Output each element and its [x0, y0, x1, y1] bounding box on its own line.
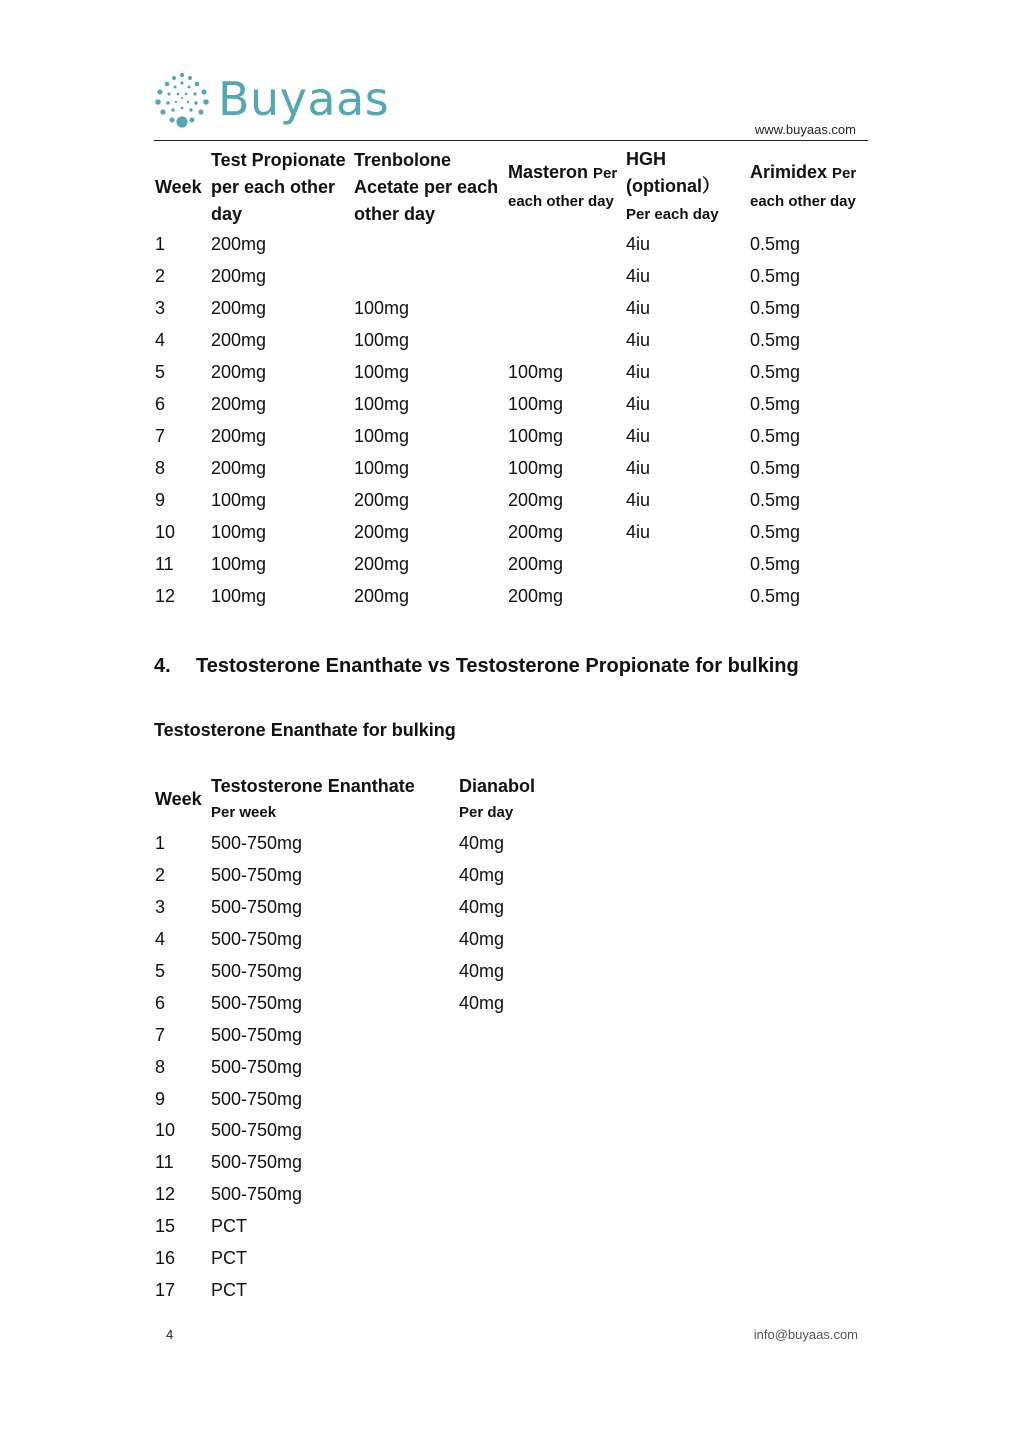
- table-cell: 2: [155, 865, 166, 886]
- enanthate-frequency: Per week: [211, 803, 277, 821]
- table-cell: 200mg: [354, 554, 410, 574]
- table-row: [154, 292, 874, 324]
- table-cell: PCT: [211, 1248, 247, 1269]
- table-cell: 7: [155, 426, 166, 446]
- hgh-frequency: Per each day: [626, 206, 719, 223]
- table-cell: 11: [155, 554, 174, 574]
- table-cell: 16: [155, 1248, 176, 1269]
- col-header-week: Week: [155, 788, 202, 809]
- table-cell: 3: [155, 897, 166, 918]
- table-cell: 9: [155, 1088, 166, 1109]
- table-cell: 0.5mg: [750, 490, 801, 510]
- table-cell: 4iu: [626, 490, 651, 510]
- table-row: [154, 956, 599, 988]
- table-cell: 11: [155, 1152, 174, 1173]
- table-row: [154, 420, 874, 452]
- table-header-row: [154, 770, 599, 828]
- table-cell: 100mg: [211, 490, 267, 510]
- hgh-label: HGH (optional）: [626, 149, 720, 196]
- table-cell: 200mg: [508, 586, 564, 606]
- table-row: [154, 452, 874, 484]
- table-cell: 100mg: [508, 394, 564, 414]
- col-header-testosterone-enanthate: [210, 770, 458, 828]
- table-cell: [458, 1211, 599, 1243]
- table-cell: 500-750mg: [211, 897, 303, 918]
- table-cell: 500-750mg: [211, 1088, 303, 1109]
- col-header-test-propionate: Test Propionate per each other day: [211, 149, 346, 224]
- table-row: [154, 1274, 599, 1306]
- table-cell: 500-750mg: [211, 1152, 303, 1173]
- table-cell: 100mg: [354, 298, 410, 318]
- table-cell: [625, 580, 749, 612]
- sub-heading: Testosterone Enanthate for bulking: [154, 720, 456, 740]
- table-cell: 100mg: [508, 426, 564, 446]
- table-row: [154, 324, 874, 356]
- table-cell: [353, 228, 507, 260]
- table-cell: 0.5mg: [750, 330, 801, 350]
- table-body: [154, 228, 874, 612]
- table-cell: [458, 1179, 599, 1211]
- table-row: [154, 892, 599, 924]
- table-cell: 0.5mg: [750, 362, 801, 382]
- table-cell: 200mg: [211, 362, 267, 382]
- table-cell: 200mg: [354, 522, 410, 542]
- table-cell: 10: [155, 522, 176, 542]
- table-cell: 40mg: [459, 865, 505, 886]
- table-cell: 40mg: [459, 833, 505, 854]
- masteron-frequency: Per each other day: [508, 165, 618, 210]
- table-cell: 1: [155, 833, 166, 854]
- logo-dots-icon: [154, 70, 210, 128]
- table-cell: 4iu: [626, 330, 651, 350]
- table-cell: 100mg: [354, 362, 410, 382]
- header-divider: [154, 140, 868, 141]
- table-row: [154, 987, 599, 1019]
- section-title: Testosterone Enanthate vs Testosterone Propionate for bulking: [196, 655, 799, 677]
- table-row: [154, 924, 599, 956]
- table-cell: 6: [155, 992, 166, 1013]
- table-cell: 500-750mg: [211, 1024, 303, 1045]
- table-cell: 500-750mg: [211, 1056, 303, 1077]
- table-cell: 100mg: [211, 522, 267, 542]
- table-cell: [458, 1147, 599, 1179]
- steroid-cycle-table: [154, 146, 874, 612]
- table-cell: [625, 548, 749, 580]
- table-cell: 17: [155, 1279, 176, 1300]
- table-cell: PCT: [211, 1279, 247, 1300]
- table-cell: 40mg: [459, 961, 505, 981]
- col-header-arimidex: [749, 146, 874, 228]
- table-cell: [458, 1243, 599, 1275]
- table-cell: 12: [155, 586, 176, 606]
- table-cell: 200mg: [211, 458, 267, 478]
- table-cell: 4iu: [626, 458, 651, 478]
- table-cell: [507, 260, 625, 292]
- table-cell: 200mg: [211, 298, 267, 318]
- table-cell: [458, 1051, 599, 1083]
- table-cell: 4iu: [626, 426, 651, 446]
- arimidex-label: Arimidex: [750, 162, 828, 182]
- table-cell: 0.5mg: [750, 266, 801, 286]
- table-cell: 5: [155, 961, 166, 981]
- table-cell: 200mg: [211, 234, 267, 254]
- section-number: 4.: [154, 655, 171, 677]
- table-row: [154, 1211, 599, 1243]
- col-header-dianabol: [458, 770, 599, 828]
- table-cell: 0.5mg: [750, 458, 801, 478]
- table-cell: 0.5mg: [750, 394, 801, 414]
- table-cell: 4: [155, 330, 166, 350]
- table-row: [154, 388, 874, 420]
- table-body: [154, 828, 599, 1306]
- table-cell: [507, 228, 625, 260]
- table-cell: [507, 324, 625, 356]
- table-cell: [507, 292, 625, 324]
- enanthate-cycle-table: [154, 770, 599, 1306]
- table-cell: 7: [155, 1024, 166, 1045]
- section-heading: [154, 655, 799, 678]
- table-row: [154, 1051, 599, 1083]
- table-cell: 4iu: [626, 266, 651, 286]
- table-cell: 500-750mg: [211, 961, 303, 981]
- table-cell: 8: [155, 1056, 166, 1077]
- table-cell: 500-750mg: [211, 865, 303, 886]
- table-cell: 0.5mg: [750, 522, 801, 542]
- col-header-masteron: [507, 146, 625, 228]
- table-cell: 100mg: [211, 554, 267, 574]
- table-cell: PCT: [211, 1216, 247, 1237]
- col-header-trenbolone: Trenbolone Acetate per each other day: [354, 149, 499, 224]
- col-header-week: Week: [155, 176, 202, 197]
- table-cell: 9: [155, 490, 166, 510]
- table-row: [154, 260, 874, 292]
- table-row: [154, 1147, 599, 1179]
- table-cell: 40mg: [459, 897, 505, 918]
- table-cell: [353, 260, 507, 292]
- table-cell: 0.5mg: [750, 426, 801, 446]
- table-cell: 6: [155, 394, 166, 414]
- table-cell: 4iu: [626, 522, 651, 542]
- table-cell: [458, 1083, 599, 1115]
- table-cell: 100mg: [354, 394, 410, 414]
- table-cell: 0.5mg: [750, 586, 801, 606]
- table-cell: 40mg: [459, 992, 505, 1013]
- table-cell: 10: [155, 1120, 176, 1141]
- table-cell: 100mg: [354, 330, 410, 350]
- table-cell: 5: [155, 362, 166, 382]
- table-cell: 0.5mg: [750, 234, 801, 254]
- logo-text: Buyaas: [218, 72, 390, 126]
- table-row: [154, 828, 599, 860]
- site-url[interactable]: www.buyaas.com: [754, 122, 856, 137]
- table-cell: [458, 1274, 599, 1306]
- table-cell: 4iu: [626, 298, 651, 318]
- table-row: [154, 228, 874, 260]
- table-row: [154, 1115, 599, 1147]
- enanthate-label: Testosterone Enanthate: [211, 775, 415, 796]
- table-cell: 500-750mg: [211, 992, 303, 1013]
- table-header-row: [154, 146, 874, 228]
- table-row: [154, 548, 874, 580]
- table-cell: 8: [155, 458, 166, 478]
- arimidex-frequency: Per each other day: [750, 165, 857, 210]
- table-cell: 4: [155, 929, 166, 950]
- masteron-label: Masteron: [508, 162, 589, 182]
- table-cell: 200mg: [508, 554, 564, 574]
- table-row: [154, 356, 874, 388]
- table-cell: 500-750mg: [211, 833, 303, 854]
- table-cell: 0.5mg: [750, 298, 801, 318]
- table-cell: 100mg: [211, 586, 267, 606]
- table-row: [154, 1083, 599, 1115]
- table-row: [154, 484, 874, 516]
- table-cell: 3: [155, 298, 166, 318]
- table-cell: 200mg: [354, 490, 410, 510]
- table-cell: 500-750mg: [211, 929, 303, 950]
- table-cell: 100mg: [508, 362, 564, 382]
- brand-logo: [154, 70, 389, 128]
- table-row: [154, 516, 874, 548]
- table-row: [154, 860, 599, 892]
- table-cell: 0.5mg: [750, 554, 801, 574]
- table-cell: 200mg: [211, 394, 267, 414]
- table-cell: 200mg: [211, 426, 267, 446]
- table-cell: [458, 1019, 599, 1051]
- table-row: [154, 580, 874, 612]
- table-cell: 4iu: [626, 394, 651, 414]
- table-cell: 2: [155, 266, 166, 286]
- table-cell: 1: [155, 234, 166, 254]
- footer-email[interactable]: info@buyaas.com: [753, 1327, 858, 1342]
- table-cell: 200mg: [508, 522, 564, 542]
- table-cell: 200mg: [211, 330, 267, 350]
- table-cell: 200mg: [508, 490, 564, 510]
- table-cell: 100mg: [354, 426, 410, 446]
- table-cell: 40mg: [459, 929, 505, 950]
- table-cell: 4iu: [626, 234, 651, 254]
- table-cell: 12: [155, 1184, 176, 1205]
- dianabol-label: Dianabol: [459, 775, 536, 796]
- table-cell: 15: [155, 1216, 176, 1237]
- table-cell: 200mg: [211, 266, 267, 286]
- col-header-hgh: [625, 146, 749, 228]
- table-cell: 100mg: [354, 458, 410, 478]
- table-row: [154, 1019, 599, 1051]
- table-cell: [458, 1115, 599, 1147]
- dianabol-frequency: Per day: [459, 803, 514, 821]
- table-row: [154, 1179, 599, 1211]
- table-cell: 500-750mg: [211, 1184, 303, 1205]
- table-row: [154, 1243, 599, 1275]
- page-number: 4: [166, 1327, 174, 1342]
- table-cell: 200mg: [354, 586, 410, 606]
- table-cell: 4iu: [626, 362, 651, 382]
- table-cell: 100mg: [508, 458, 564, 478]
- table-cell: 500-750mg: [211, 1120, 303, 1141]
